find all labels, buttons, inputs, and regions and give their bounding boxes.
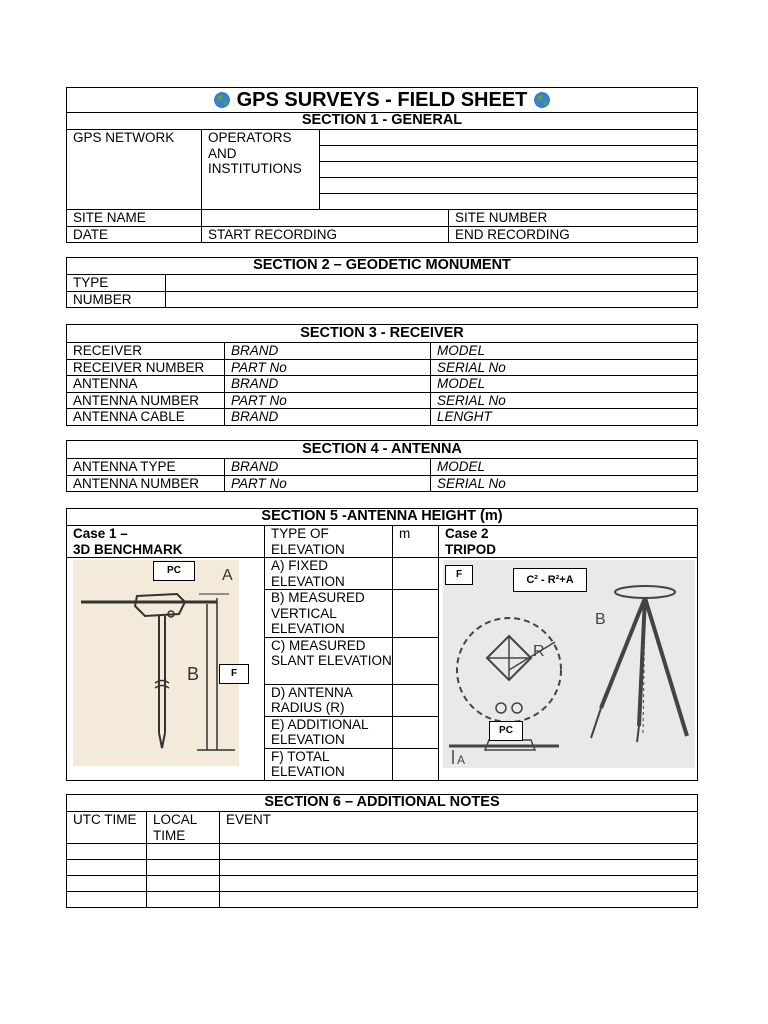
number-label: NUMBER [67, 291, 166, 308]
section-1-header: SECTION 1 - GENERAL [67, 113, 698, 130]
case-2-line1: Case 2 [445, 526, 489, 541]
row-field-b[interactable]: MODEL [431, 343, 698, 360]
unit-label: m [393, 526, 439, 558]
elevation-value[interactable] [393, 558, 439, 590]
section-3-header: SECTION 3 - RECEIVER [67, 325, 698, 343]
row-field-b[interactable]: SERIAL No [431, 359, 698, 376]
elevation-label: B) MEASURED VERTICAL ELEVATION [265, 590, 393, 638]
elevation-label: E) ADDITIONAL ELEVATION [265, 716, 393, 748]
radius-label: R [533, 643, 545, 660]
row-field-a[interactable]: BRAND [225, 409, 431, 426]
case-2-label [439, 526, 698, 558]
row-field-b[interactable]: LENGHT [431, 409, 698, 426]
row-field-a[interactable]: BRAND [225, 376, 431, 393]
row-field-a[interactable]: PART No [225, 359, 431, 376]
operators-line[interactable] [320, 194, 698, 210]
dimension-label-a: A [457, 753, 466, 767]
section-2-header: SECTION 2 – GEODETIC MONUMENT [67, 258, 698, 275]
f-label: F [445, 565, 473, 585]
event-field[interactable] [220, 860, 698, 876]
elevation-label: F) TOTAL ELEVATION [265, 748, 393, 780]
operators-label: OPERATORS AND INSTITUTIONS [202, 130, 320, 210]
tripod-figure [439, 558, 698, 781]
utc-time-field[interactable] [67, 844, 147, 860]
globe-icon [213, 91, 231, 109]
elevation-label: A) FIXED ELEVATION [265, 558, 393, 590]
row-label: RECEIVER NUMBER [67, 359, 225, 376]
type-field[interactable] [166, 275, 698, 292]
elevation-value[interactable] [393, 590, 439, 638]
row-field-a[interactable]: PART No [225, 475, 431, 492]
dimension-label-a: A [222, 567, 233, 584]
row-field-b[interactable]: SERIAL No [431, 475, 698, 492]
elevation-value[interactable] [393, 748, 439, 780]
benchmark-figure [67, 558, 265, 781]
elevation-value[interactable] [393, 684, 439, 716]
site-number-label: SITE NUMBER [449, 210, 698, 227]
f-label: F [219, 664, 249, 684]
section-4-antenna [66, 440, 698, 492]
site-name-label: SITE NAME [67, 210, 202, 227]
utc-time-field[interactable] [67, 860, 147, 876]
gps-network-label: GPS NETWORK [67, 130, 202, 210]
type-label: TYPE [67, 275, 166, 292]
section-4-header: SECTION 4 - ANTENNA [67, 441, 698, 459]
case-1-label [67, 526, 265, 558]
sheet-title-text: GPS SURVEYS - FIELD SHEET [236, 89, 528, 111]
operators-line[interactable] [320, 178, 698, 194]
section-3-receiver [66, 324, 698, 426]
section-5-header: SECTION 5 -ANTENNA HEIGHT (m) [67, 509, 698, 526]
local-time-field[interactable] [147, 844, 220, 860]
row-field-b[interactable]: MODEL [431, 376, 698, 393]
elevation-value[interactable] [393, 637, 439, 684]
row-label: ANTENNA TYPE [67, 459, 225, 476]
type-of-elevation-label: TYPE OF ELEVATION [265, 526, 393, 558]
row-field-a[interactable]: BRAND [225, 459, 431, 476]
row-label: ANTENNA CABLE [67, 409, 225, 426]
case-1-line2: 3D BENCHMARK [73, 541, 183, 557]
row-field-a[interactable]: BRAND [225, 343, 431, 360]
section-6-header: SECTION 6 – ADDITIONAL NOTES [67, 795, 698, 812]
section-2-monument [66, 257, 698, 308]
dimension-label-b: B [595, 611, 606, 628]
local-time-label: LOCAL TIME [147, 812, 220, 844]
pc-label: PC [489, 721, 523, 741]
row-field-b[interactable]: MODEL [431, 459, 698, 476]
section-6-notes [66, 794, 698, 908]
event-field[interactable] [220, 844, 698, 860]
row-label: ANTENNA NUMBER [67, 392, 225, 409]
elevation-label: C) MEASURED SLANT ELEVATION [265, 637, 393, 684]
row-label: ANTENNA [67, 376, 225, 393]
local-time-field[interactable] [147, 860, 220, 876]
pc-label: PC [153, 561, 195, 581]
elevation-label: D) ANTENNA RADIUS (R) [265, 684, 393, 716]
utc-time-label: UTC TIME [67, 812, 147, 844]
event-field[interactable] [220, 876, 698, 892]
case-1-line1: Case 1 – [73, 526, 128, 541]
formula-label: C² - R²+A [513, 568, 587, 592]
site-name-field[interactable] [202, 210, 449, 227]
date-label: DATE [67, 226, 202, 243]
event-field[interactable] [220, 892, 698, 908]
row-label: ANTENNA NUMBER [67, 475, 225, 492]
sheet-title [67, 88, 698, 113]
operators-line[interactable] [320, 130, 698, 146]
end-recording-label: END RECORDING [449, 226, 698, 243]
row-field-a[interactable]: PART No [225, 392, 431, 409]
row-field-b[interactable]: SERIAL No [431, 392, 698, 409]
utc-time-field[interactable] [67, 876, 147, 892]
local-time-field[interactable] [147, 876, 220, 892]
number-field[interactable] [166, 291, 698, 308]
row-label: RECEIVER [67, 343, 225, 360]
utc-time-field[interactable] [67, 892, 147, 908]
globe-icon [533, 91, 551, 109]
dimension-label-b: B [187, 664, 200, 684]
operators-line[interactable] [320, 162, 698, 178]
section-1-general [66, 87, 698, 243]
start-recording-label: START RECORDING [202, 226, 449, 243]
section-5-antenna-height [66, 508, 698, 781]
operators-line[interactable] [320, 146, 698, 162]
case-2-line2: TRIPOD [445, 541, 497, 557]
event-label: EVENT [220, 812, 698, 844]
elevation-value[interactable] [393, 716, 439, 748]
local-time-field[interactable] [147, 892, 220, 908]
